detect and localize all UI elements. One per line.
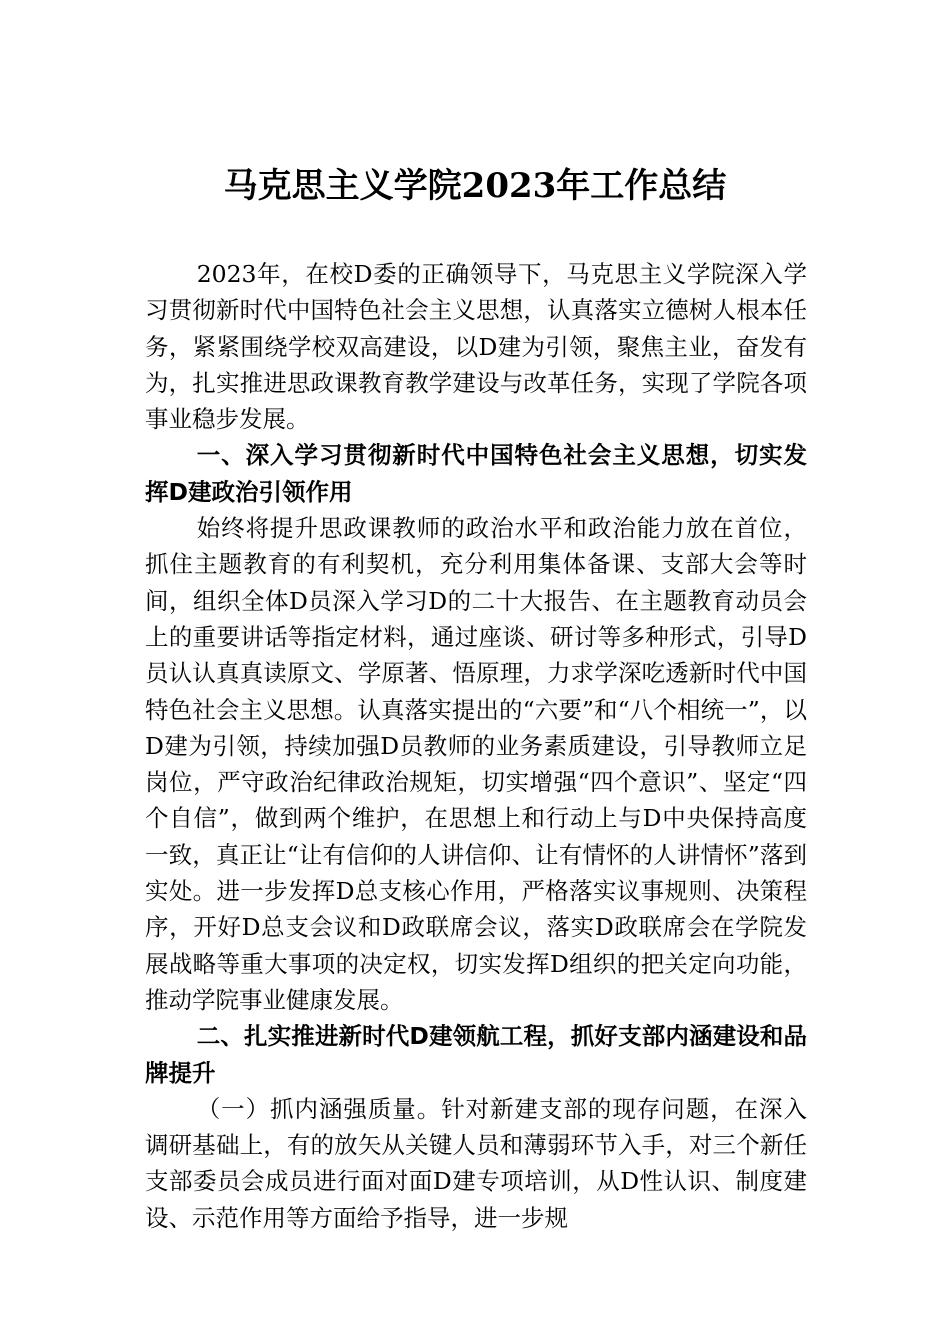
section-2-heading: 二、扎实推进新时代D建领航工程，抓好支部内涵建设和品牌提升 bbox=[145, 1022, 807, 1087]
section-1-heading: 一、深入学习贯彻新时代中国特色社会主义思想，切实发挥D建政治引领作用 bbox=[145, 441, 807, 506]
subsection-1-lead: （一）抓内涵强质量。 bbox=[196, 1094, 442, 1123]
document-title: 马克思主义学院2023年工作总结 bbox=[223, 166, 727, 206]
section-2-subsection-1-paragraph bbox=[145, 1091, 807, 1236]
section-1-paragraph: 始终将提升思政课教师的政治水平和政治能力放在首位，抓住主题教育的有利契机，充分利用集体备课、支部大会等时间，组织全体D员深入学习D的二十大报告、在主题教育动员会上的重要讲话等指定材料，通过座谈、研讨等多种形式，引导D员认认真真读原文、学原著、悟原理，力求学深吃透新时代中国特色社会主义思想。认真落实提出的“六要”和“八个相统一”，以D建为引领，持续加强D员教师的业务素质建设，引导教师立足岗位，严守政治纪律政治规矩，切实增强“四个意识”、坚定“四个自信”，做到两个维护，在思想上和行动上与D中央保持高度一致，真正让“让有信仰的人讲信仰、让有情怀的人讲情怀”落到实处。进一步发挥D总支核心作用，严格落实议事规则、决策程序，开好D总支会议和D政联席会议，落实D政联席会在学院发展战略等重大事项的决定权，切实发挥D组织的把关定向功能，推动学院事业健康发展。 bbox=[145, 514, 807, 1014]
intro-paragraph: 2023年，在校D委的正确领导下，马克思主义学院深入学习贯彻新时代中国特色社会主义思想，认真落实立德树人根本任务，紧紧围绕学校双高建设，以D建为引领，聚焦主业，奋发有为，扎实推进思政课教育教学建设与改革任务，实现了学院各项事业稳步发展。 bbox=[145, 260, 807, 434]
document-body bbox=[145, 256, 807, 1236]
subsection-1-body: 针对新建支部的现存问题，在深入调研基础上，有的放矢从关键人员和薄弱环节入手，对三个新任支部委员会成员进行面对面D建专项培训，从D性认识、制度建设、示范作用等方面给予指导，进一步规 bbox=[145, 1094, 808, 1232]
